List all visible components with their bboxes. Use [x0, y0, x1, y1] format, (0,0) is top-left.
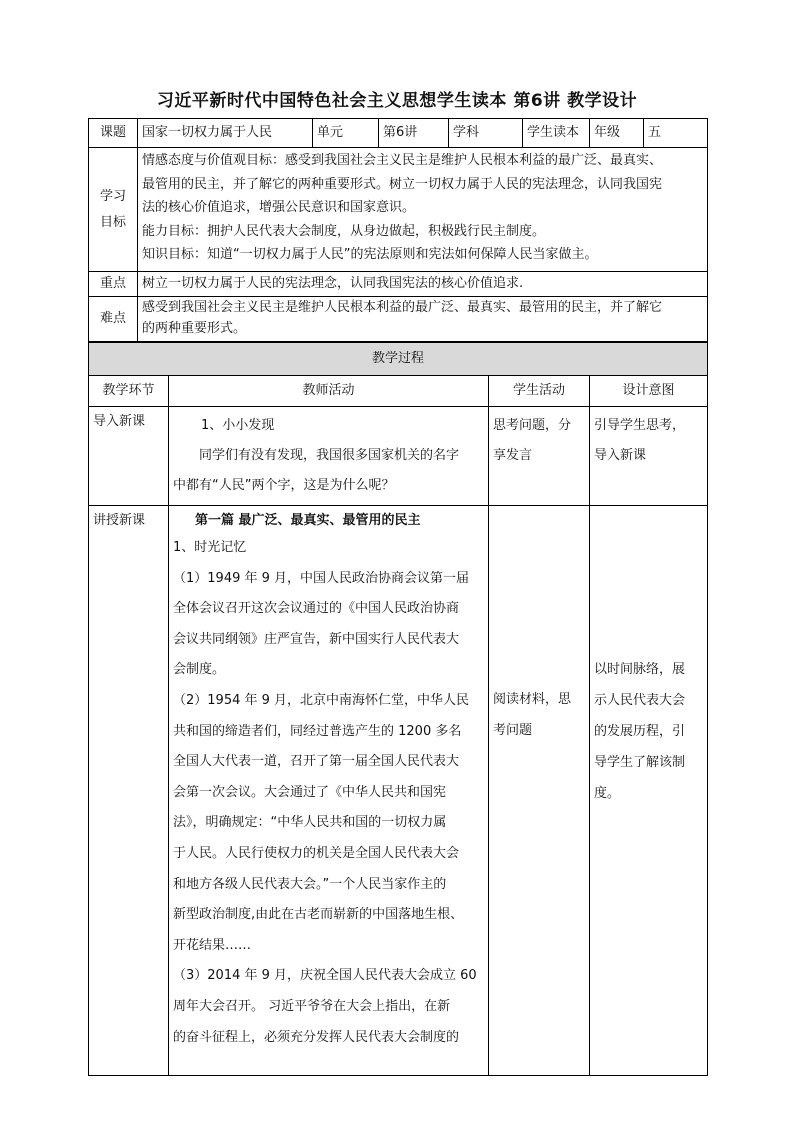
teach-part-title: 第一篇 最广泛、最真实、最管用的民主 — [195, 513, 421, 528]
teach-line: 法》，明确规定：“中华人民共和国的一切权力属 — [173, 815, 447, 831]
subject-value: 学生读本 — [523, 119, 590, 148]
intro-student — [489, 407, 590, 506]
goals-label-line-1: 学习 — [99, 188, 126, 204]
process-heading: 教学过程 — [89, 343, 708, 376]
intro-teacher — [169, 407, 489, 506]
goals-label-line-2: 目标 — [99, 214, 126, 230]
goals-content — [138, 148, 708, 272]
intro-student-line: 思考问题，分 — [493, 418, 572, 433]
course-info-table — [88, 118, 708, 342]
header-design: 设计意图 — [590, 376, 708, 407]
teach-line: 周年大会召开。 习近平爷爷在大会上指出，在新 — [173, 998, 451, 1014]
intro-teacher-line: 1、小小发现 — [201, 418, 275, 433]
intro-teacher-line: 同学们有没有发现，我国很多国家机关的名字 — [199, 448, 460, 463]
lesson-label: 课题 — [89, 119, 138, 148]
intro-design-line: 导入新课 — [594, 448, 647, 463]
teach-line: 会第一次会议。大会通过了《中华人民共和国宪 — [173, 784, 447, 800]
grade-label: 年级 — [590, 119, 644, 148]
unit-value: 第6讲 — [379, 119, 449, 148]
header-student: 学生活动 — [489, 376, 590, 407]
subject-label: 学科 — [449, 119, 523, 148]
key-point-text: 树立一切权力属于人民的宪法理念，认同我国宪法的核心价值追求. — [138, 272, 708, 297]
teach-line: 全国人大代表一道，召开了第一届全国人民代表大 — [173, 754, 460, 770]
lesson-value: 国家一切权力属于人民 — [138, 119, 313, 148]
teach-teacher — [169, 506, 489, 1076]
teach-student-line: 考问题 — [493, 723, 533, 738]
difficulty-content — [138, 297, 708, 342]
teach-stage: 讲授新课 — [89, 506, 169, 1076]
goals-line: 知识目标：知道“一切权力属于人民”的宪法原则和宪法如何保障人民当家做主。 — [142, 247, 598, 262]
teach-line: （1）1949 年 9 月，中国人民政治协商会议第一届 — [173, 570, 470, 586]
teach-line: 于人民。人民行使权力的机关是全国人民代表大会 — [173, 845, 460, 861]
teach-design-line: 导学生了解该制 — [594, 755, 686, 770]
difficulty-line: 感受到我国社会主义民主是维护人民根本利益的最广泛、最真实、最管用的民主，并了解它 — [142, 300, 663, 315]
teach-student-line: 阅读材料，思 — [493, 692, 572, 707]
intro-student-line: 享发言 — [493, 448, 533, 463]
document-title: 习近平新时代中国特色社会主义思想学生读本 第6讲 教学设计 — [156, 91, 638, 111]
teach-line: （3）2014 年 9 月，庆祝全国人民代表大会成立 60 — [173, 968, 477, 984]
teach-design-line: 的发展历程，引 — [594, 724, 686, 739]
teaching-process-table — [88, 342, 708, 1076]
key-point-label: 重点 — [89, 272, 138, 297]
teach-line: 新型政治制度,由此在古老而崭新的中国落地生根、 — [173, 907, 464, 923]
unit-label: 单元 — [313, 119, 379, 148]
goals-line: 能力目标：拥护人民代表大会制度，从身边做起，积极践行民主制度。 — [142, 223, 546, 239]
intro-teacher-line: 中都有“人民”两个字，这是为什么呢？ — [173, 478, 395, 493]
teach-line: 开花结果…… — [173, 937, 252, 953]
teach-line: 会制度。 — [173, 662, 226, 678]
intro-stage: 导入新课 — [89, 407, 169, 506]
intro-design — [590, 407, 708, 506]
teach-student — [489, 506, 590, 1076]
difficulty-label: 难点 — [89, 297, 138, 342]
goals-label — [89, 148, 138, 272]
teach-design-line: 示人民代表大会 — [594, 693, 686, 708]
teach-line: 和地方各级人民代表大会。”一个人民当家作主的 — [173, 876, 447, 892]
teach-line: 全体会议召开这次会议通过的《中国人民政治协商 — [173, 601, 460, 617]
teach-line: 1、时光记忆 — [173, 540, 247, 555]
goals-line: 法的核心价值追求，增强公民意识和国家意识。 — [142, 200, 416, 215]
header-teacher: 教师活动 — [169, 376, 489, 407]
teach-line: （2）1954 年 9 月，北京中南海怀仁堂，中华人民 — [173, 692, 470, 708]
goals-line: 情感态度与价值观目标：感受到我国社会主义民主是维护人民根本利益的最广泛、最真实、 — [142, 153, 663, 168]
teach-design-line: 以时间脉络，展 — [594, 662, 686, 677]
intro-design-line: 引导学生思考， — [594, 418, 686, 433]
teach-design-line: 度。 — [594, 786, 621, 801]
teach-design — [590, 506, 708, 1076]
header-stage: 教学环节 — [89, 376, 169, 407]
goals-line: 最管用的民主，并了解它的两种重要形式。树立一切权力属于人民的宪法理念，认同我国宪 — [142, 176, 663, 192]
difficulty-line: 的两种重要形式。 — [142, 321, 247, 336]
teach-line: 的奋斗征程上，必须充分发挥人民代表大会制度的 — [173, 1029, 460, 1045]
teach-line: 会议共同纲领》庄严宣告，新中国实行人民代表大 — [173, 631, 460, 647]
teach-line: 共和国的缔造者们，同经过普选产生的 1200 多名 — [173, 723, 462, 739]
grade-value: 五 — [644, 119, 708, 148]
